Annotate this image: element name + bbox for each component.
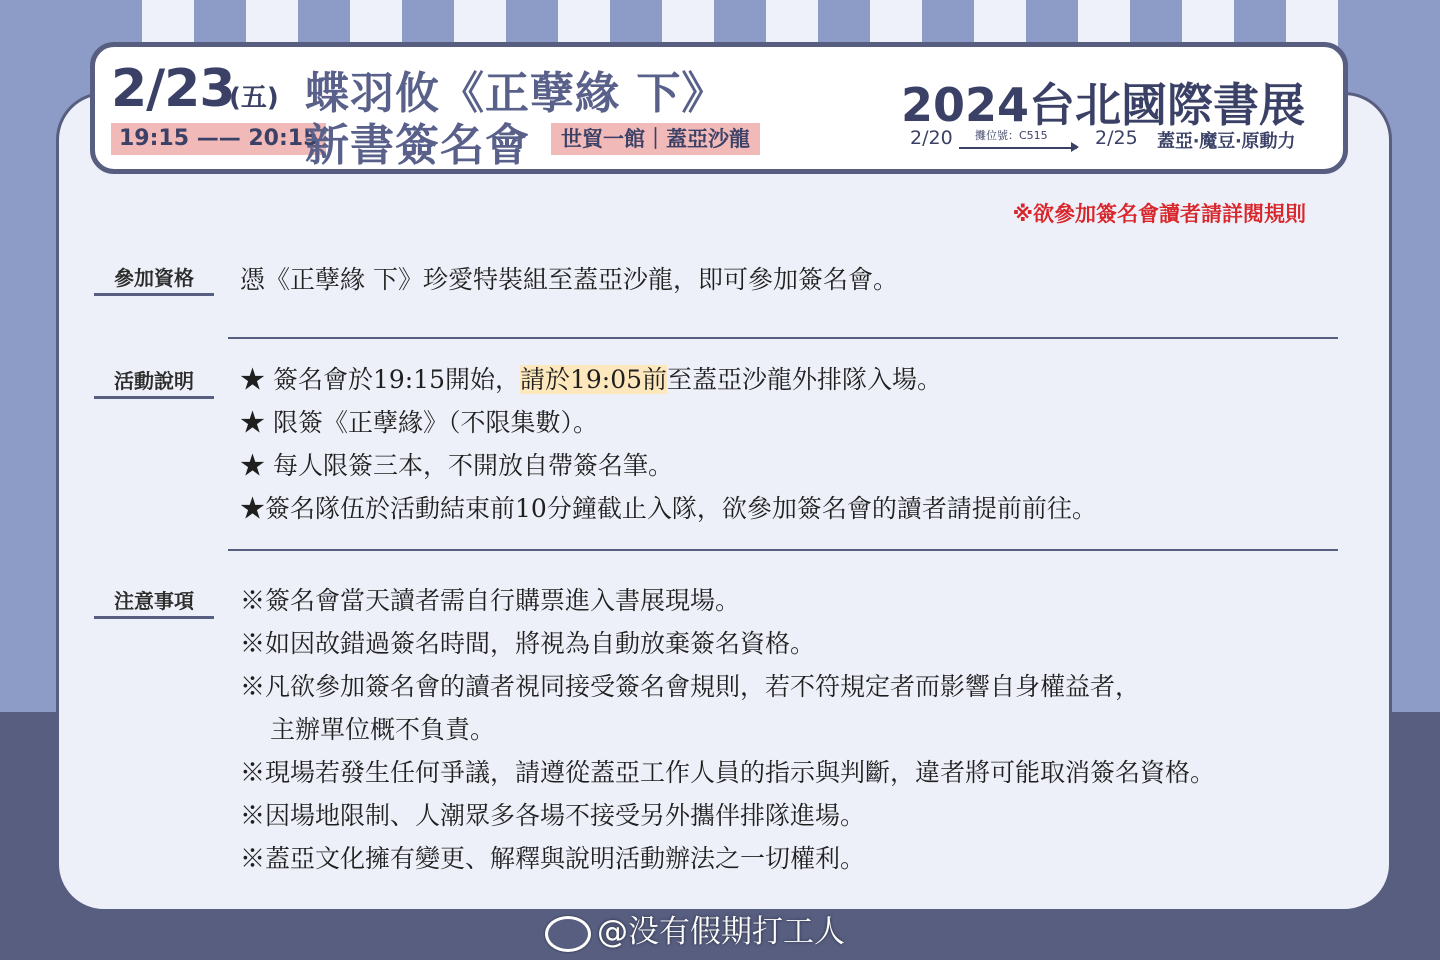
list-item: ※蓋亞文化擁有變更、解釋與說明活動辦法之一切權利。 [240,844,866,873]
event-title-line1: 蝶羽攸《正孽緣 下》 [305,68,727,119]
event-time-badge: 19:15 —— 20:15 [111,123,326,155]
list-item: ※凡欲參加簽名會的讀者視同接受簽名會規則，若不符規定者而影響自身權益者， [240,672,1141,701]
date-range-line [959,147,1077,149]
weibo-logo-icon [545,916,591,952]
arrow-right-icon [1071,142,1079,152]
expo-start-date: 2/20 [910,127,953,149]
list-item-continuation: 主辦單位概不負責。 [270,715,496,744]
event-weekday: (五) [229,83,279,113]
section-body-eligibility [240,258,898,301]
expo-title: 2024台北國際書展 [900,78,1305,132]
list-item: ※因場地限制、人潮眾多各場不接受另外攜伴排隊進場。 [240,801,866,830]
expo-organizers: 蓋亞‧魔豆‧原動力 [1157,131,1296,152]
highlighted-time: 請於19:05前 [520,365,668,394]
rules-notice: ※欲參加簽名會讀者請詳閱規則 [1012,202,1306,226]
list-item: ★ 限簽《正孽緣》（不限集數）。 [240,408,598,437]
header-banner [90,42,1348,174]
list-item: ※如因故錯過簽名時間，將視為自動放棄簽名資格。 [240,629,816,658]
booth-number: 攤位號：C515 [975,129,1048,142]
list-item: ★ 每人限簽三本，不開放自帶簽名筆。 [240,451,673,480]
venue-badge: 世貿一館｜蓋亞沙龍 [551,123,760,155]
section-label-notes: 注意事項 [94,586,214,619]
list-item: ★簽名隊伍於活動結束前10分鐘截止入隊，欲參加簽名會的讀者請提前前往。 [240,494,1097,523]
watermark: @没有假期打工人 [545,906,845,952]
divider [228,549,1338,551]
event-date: 2/23 [111,59,235,119]
section-label-eligibility: 參加資格 [94,263,214,296]
list-item: ★ 簽名會於19:15開始，請於19:05前至蓋亞沙龍外排隊入場。 [240,365,943,394]
event-title-line2: 新書簽名會 [305,120,530,171]
section-body-details [240,358,1097,530]
section-body-notes [240,579,1215,880]
list-item: 憑《正孽緣 下》珍愛特裝組至蓋亞沙龍，即可參加簽名會。 [240,265,898,294]
list-item: ※現場若發生任何爭議，請遵從蓋亞工作人員的指示與判斷，違者將可能取消簽名資格。 [240,758,1216,787]
expo-end-date: 2/25 [1095,127,1138,149]
list-item: ※簽名會當天讀者需自行購票進入書展現場。 [240,586,741,615]
section-label-details: 活動說明 [94,366,214,399]
divider [228,337,1338,339]
